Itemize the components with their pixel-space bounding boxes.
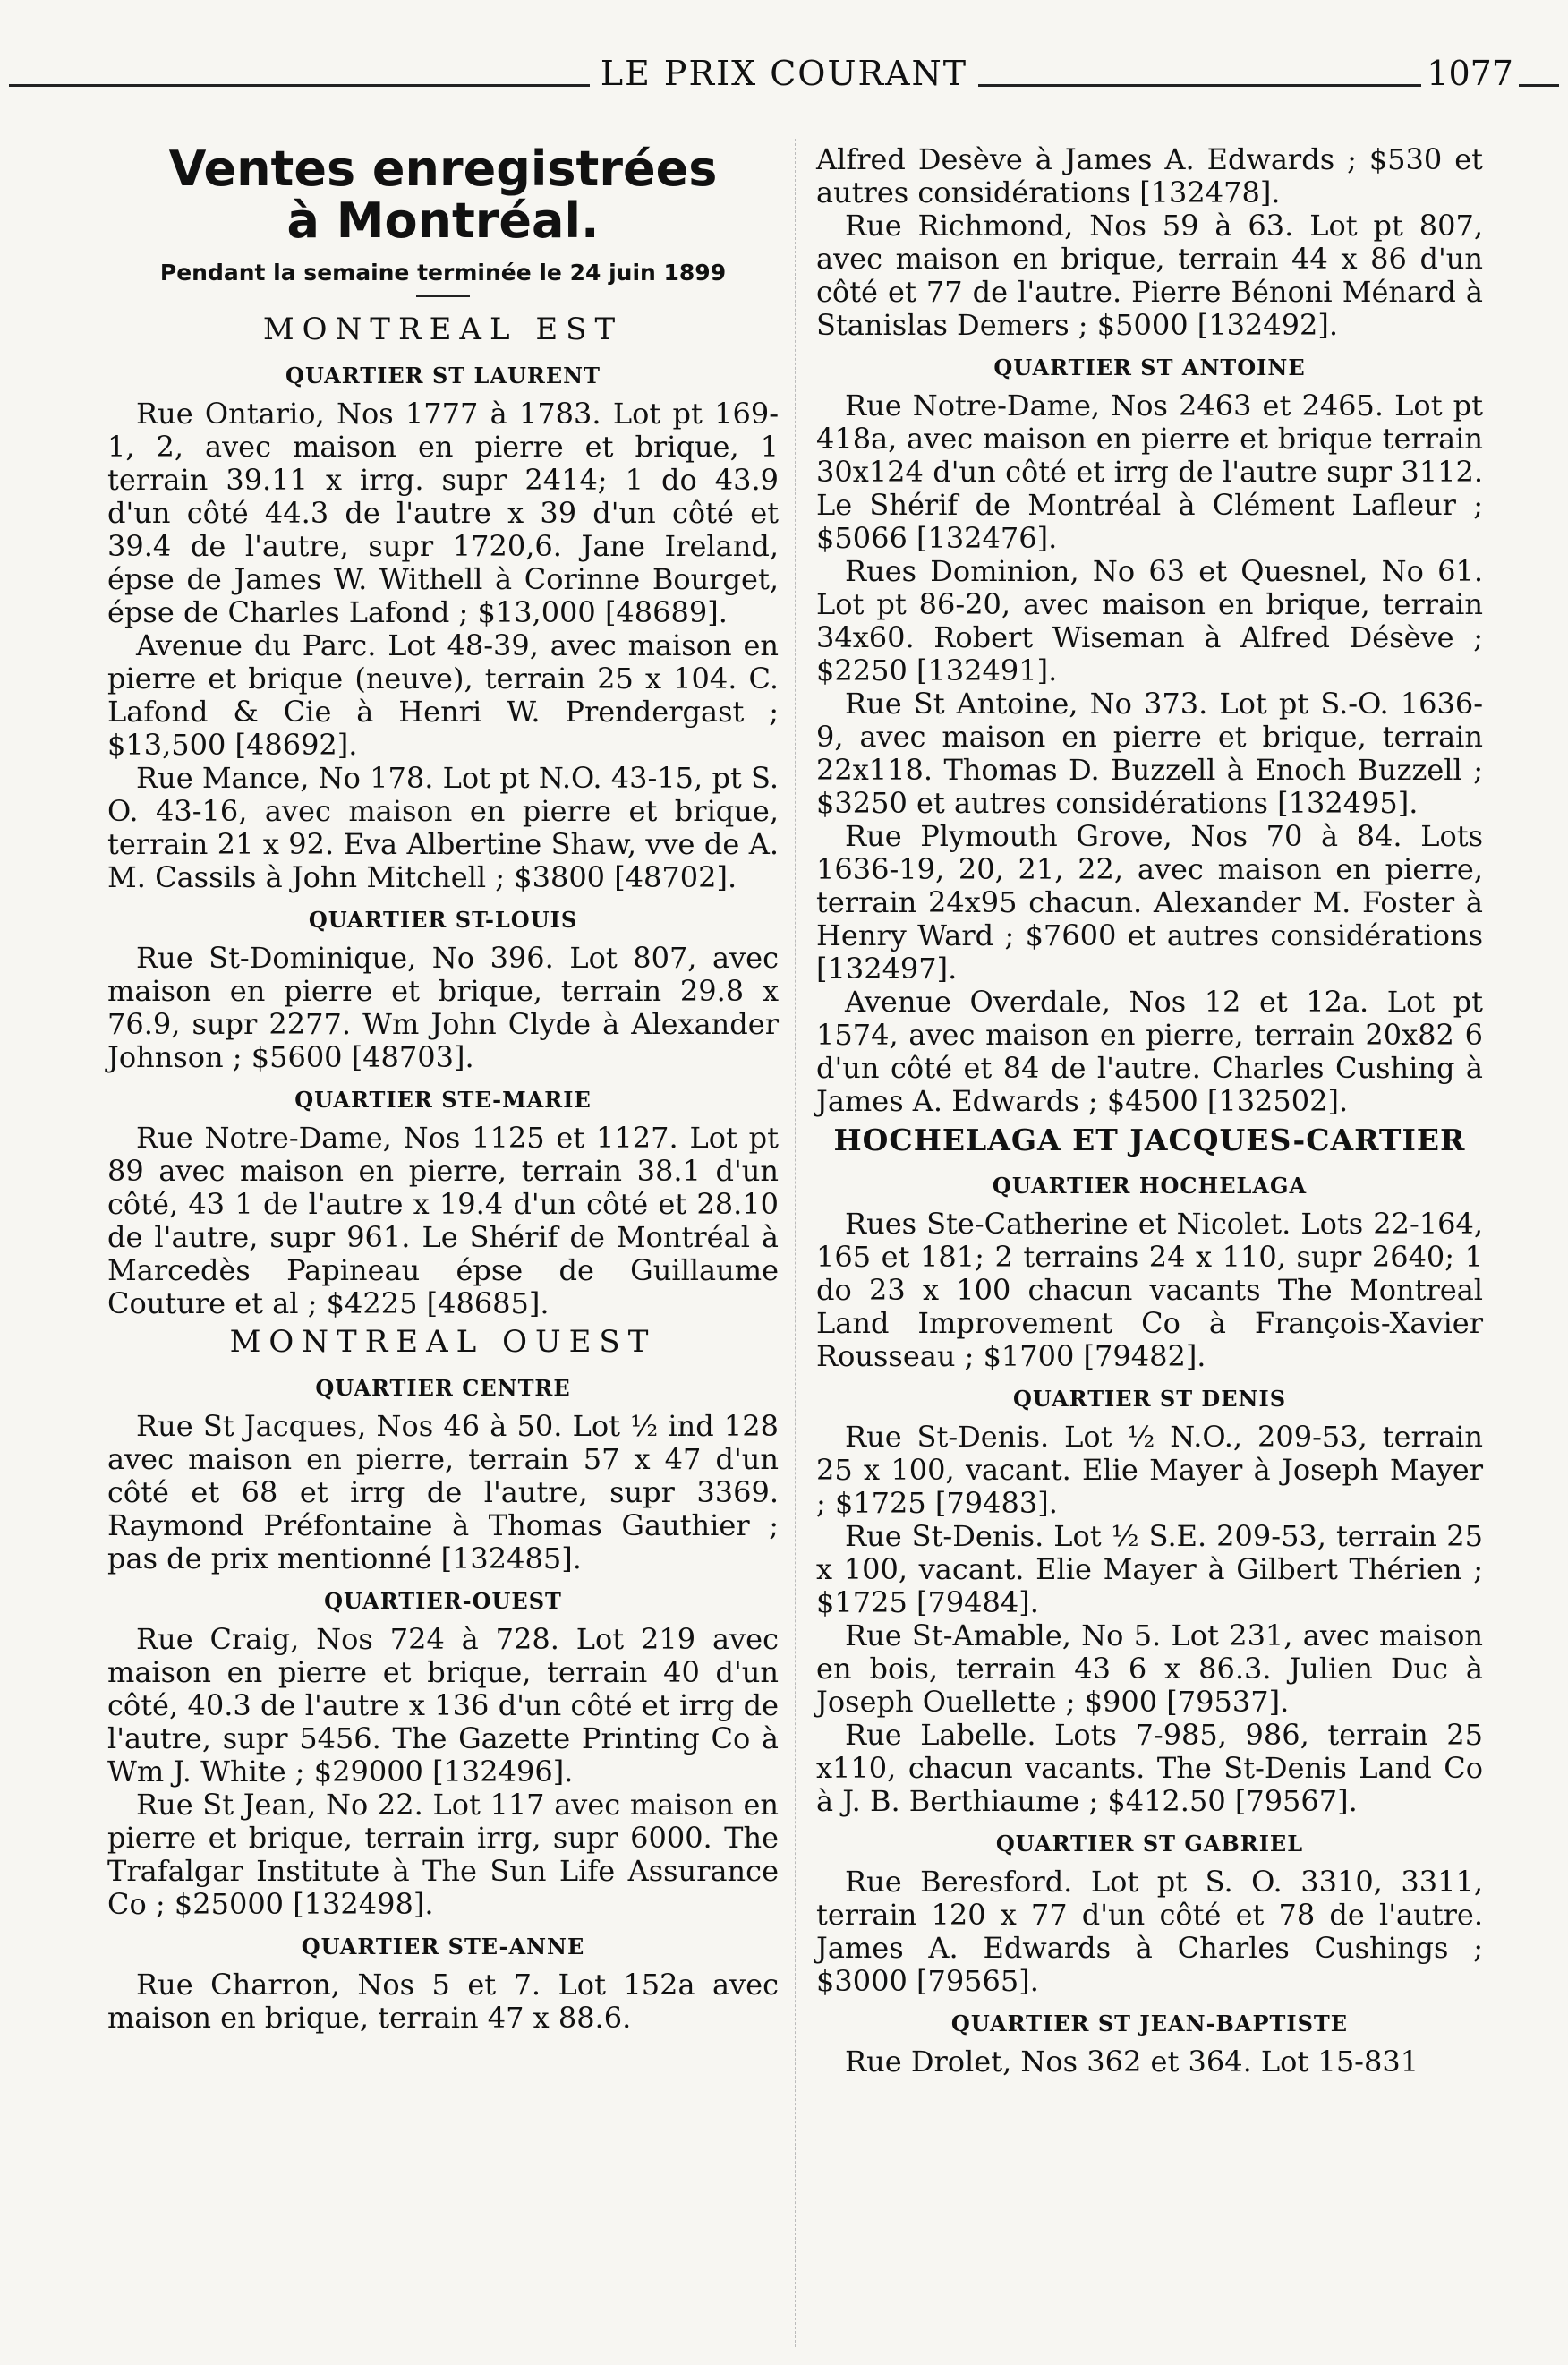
page-number: 1077 [1421,54,1519,93]
page-header [9,54,1559,98]
sale-entry: Rue Craig, Nos 724 à 728. Lot 219 avec maison en pierre et brique, terrain 40 d'un côté, 40.3 de l'autre x 136 d'un côté et irrg de l'autre, supr 5456. The Gazette Printing Co à Wm J. White ; $29000 [132496]. [107,1622,779,1789]
section-heading: MONTREAL EST [262,312,624,347]
quarter-heading: QUARTIER STE-MARIE [294,1087,592,1113]
section-heading: HOCHELAGA ET JACQUES-CARTIER [833,1123,1466,1157]
sale-entry: Avenue du Parc. Lot 48-39, avec maison en pierre et brique (neuve), terrain 25 x 104. C. Lafond & Cie à Henri W. Prendergast ; $13,500 [48692]. [107,628,779,762]
sale-entry: Rue Drolet, Nos 362 et 364. Lot 15-831 [845,2045,1419,2079]
article-title: Ventes enregistrées à Montréal. [168,141,718,249]
running-title: LE PRIX COURANT [9,54,1559,93]
sale-entry: Rue St-Denis. Lot ½ N.O., 209-53, terrain 25 x 100, vacant. Elie Mayer à Joseph Mayer ; $1725 [79483]. [816,1420,1483,1520]
sale-entry: Rue St Jacques, Nos 46 à 50. Lot ½ ind 128 avec maison en pierre, terrain 57 x 47 d'un côté et 68 et irrg de l'autre, supr 3369. Raymond Préfontaine à Thomas Gauthier ; pas de prix mentionné [132485]. [107,1409,779,1575]
quarter-heading: QUARTIER ST JEAN-BAPTISTE [950,2011,1349,2036]
sale-entry: Rue Notre-Dame, Nos 2463 et 2465. Lot pt 418a, avec maison en pierre et brique terrain 30x124 d'un côté et irrg de l'autre supr 3112. Le Shérif de Montréal à Clément Lafleur ; $5066 [132476]. [816,388,1483,555]
sale-entry: Avenue Overdale, Nos 12 et 12a. Lot pt 1574, avec maison en pierre, terrain 20x82 6 d'un côté et 84 de l'autre. Charles Cushing à James A. Edwards ; $4500 [132502]. [816,985,1483,1118]
sale-entry: Rue Mance, No 178. Lot pt N.O. 43-15, pt S. O. 43-16, avec maison en pierre et brique, terrain 21 x 92. Eva Albertine Shaw, vve de A. M. Cassils à John Mitchell ; $3800 [48702]. [107,761,779,894]
quarter-heading: QUARTIER STE-ANNE [301,1934,585,1959]
quarter-heading: QUARTIER-OUEST [324,1588,562,1614]
right-column [816,143,1483,2356]
quarter-heading: QUARTIER ST LAURENT [285,363,601,388]
sale-entry: Rues Dominion, No 63 et Quesnel, No 61. Lot pt 86-20, avec maison en brique, terrain 34x60. Robert Wiseman à Alfred Désève ; $2250 [132491]. [816,554,1483,687]
quarter-heading: QUARTIER HOCHELAGA [992,1173,1308,1199]
sale-entry-continued: Alfred Desève à James A. Edwards ; $530 et autres considérations [132478]. [816,142,1483,209]
sale-entry: Rue Notre-Dame, Nos 1125 et 1127. Lot pt 89 avec maison en pierre, terrain 38.1 d'un côté, 43 1 de l'autre x 19.4 d'un côté et 28.10 de l'autre, supr 961. Le Shérif de Montréal à Marcedès Papineau épse de Guillaume Couture et al ; $4225 [48685]. [107,1121,779,1320]
sale-entry: Rue Beresford. Lot pt S. O. 3310, 3311, terrain 120 x 77 d'un côté et 78 de l'autre. James A. Edwards à Charles Cushings ; $3000 [79565]. [816,1865,1483,1998]
sale-entry: Rue Charron, Nos 5 et 7. Lot 152a avec maison en brique, terrain 47 x 88.6. [107,1968,779,2035]
sale-entry: Rue St Jean, No 22. Lot 117 avec maison en pierre et brique, terrain irrg, supr 6000. The Trafalgar Institute à The Sun Life Assurance Co ; $25000 [132498]. [107,1788,779,1921]
quarter-heading: QUARTIER CENTRE [315,1375,571,1401]
sale-entry: Rue Ontario, Nos 1777 à 1783. Lot pt 169-1, 2, avec maison en pierre et brique, 1 terrain 39.11 x irrg. supr 2414; 1 do 43.9 d'un côté 44.3 de l'autre x 39 d'un côté et 39.4 de l'autre, supr 1720,6. Jane Ireland, épse de James W. Withell à Corinne Bourget, épse de Charles Lafond ; $13,000 [48689]. [107,397,779,629]
quarter-heading: QUARTIER ST ANTOINE [993,354,1306,380]
quarter-heading: QUARTIER ST DENIS [1012,1386,1287,1412]
quarter-heading: QUARTIER ST GABRIEL [995,1831,1304,1857]
sale-entry: Rues Ste-Catherine et Nicolet. Lots 22-164, 165 et 181; 2 terrains 24 x 110, supr 2640; 1 do 23 x 100 chacun vacants The Montreal Land Improvement Co à François-Xavier Rousseau ; $1700 [79482]. [816,1207,1483,1373]
sale-entry: Rue St-Denis. Lot ½ S.E. 209-53, terrain 25 x 100, vacant. Elie Mayer à Gilbert Thérien ; $1725 [79484]. [816,1519,1483,1619]
section-heading: MONTREAL OUEST [229,1324,657,1360]
sale-entry: Rue St-Amable, No 5. Lot 231, avec maison en bois, terrain 43 6 x 86.3. Julien Duc à Joseph Ouellette ; $900 [79537]. [816,1618,1483,1719]
sale-entry: Rue St-Dominique, No 396. Lot 807, avec maison en pierre et brique, terrain 29.8 x 76.9, supr 2277. Wm John Clyde à Alexander Johnson ; $5600 [48703]. [107,941,779,1074]
sale-entry: Rue Plymouth Grove, Nos 70 à 84. Lots 1636-19, 20, 21, 22, avec maison en pierre, terrain 24x95 chacun. Alexander M. Foster à Henry Ward ; $7600 et autres considérations [132497]. [816,819,1483,986]
quarter-heading: QUARTIER ST-LOUIS [308,907,578,933]
title-rule [416,295,470,297]
left-column [107,143,779,2356]
sale-entry: Rue St Antoine, No 373. Lot pt S.-O. 1636-9, avec maison en pierre et brique, terrain 22x118. Thomas D. Buzzell à Enoch Buzzell ; $3250 et autres considérations [132495]. [816,687,1483,820]
sale-entry: Rue Labelle. Lots 7-985, 986, terrain 25 x110, chacun vacants. The St-Denis Land Co à J. B. Berthiaume ; $412.50 [79567]. [816,1718,1483,1818]
article-subtitle: Pendant la semaine terminée le 24 juin 1899 [159,260,727,286]
sale-entry: Rue Richmond, Nos 59 à 63. Lot pt 807, avec maison en brique, terrain 44 x 86 d'un côté et 77 de l'autre. Pierre Bénoni Ménard à Stanislas Demers ; $5000 [132492]. [816,209,1483,342]
column-divider [795,139,796,2347]
